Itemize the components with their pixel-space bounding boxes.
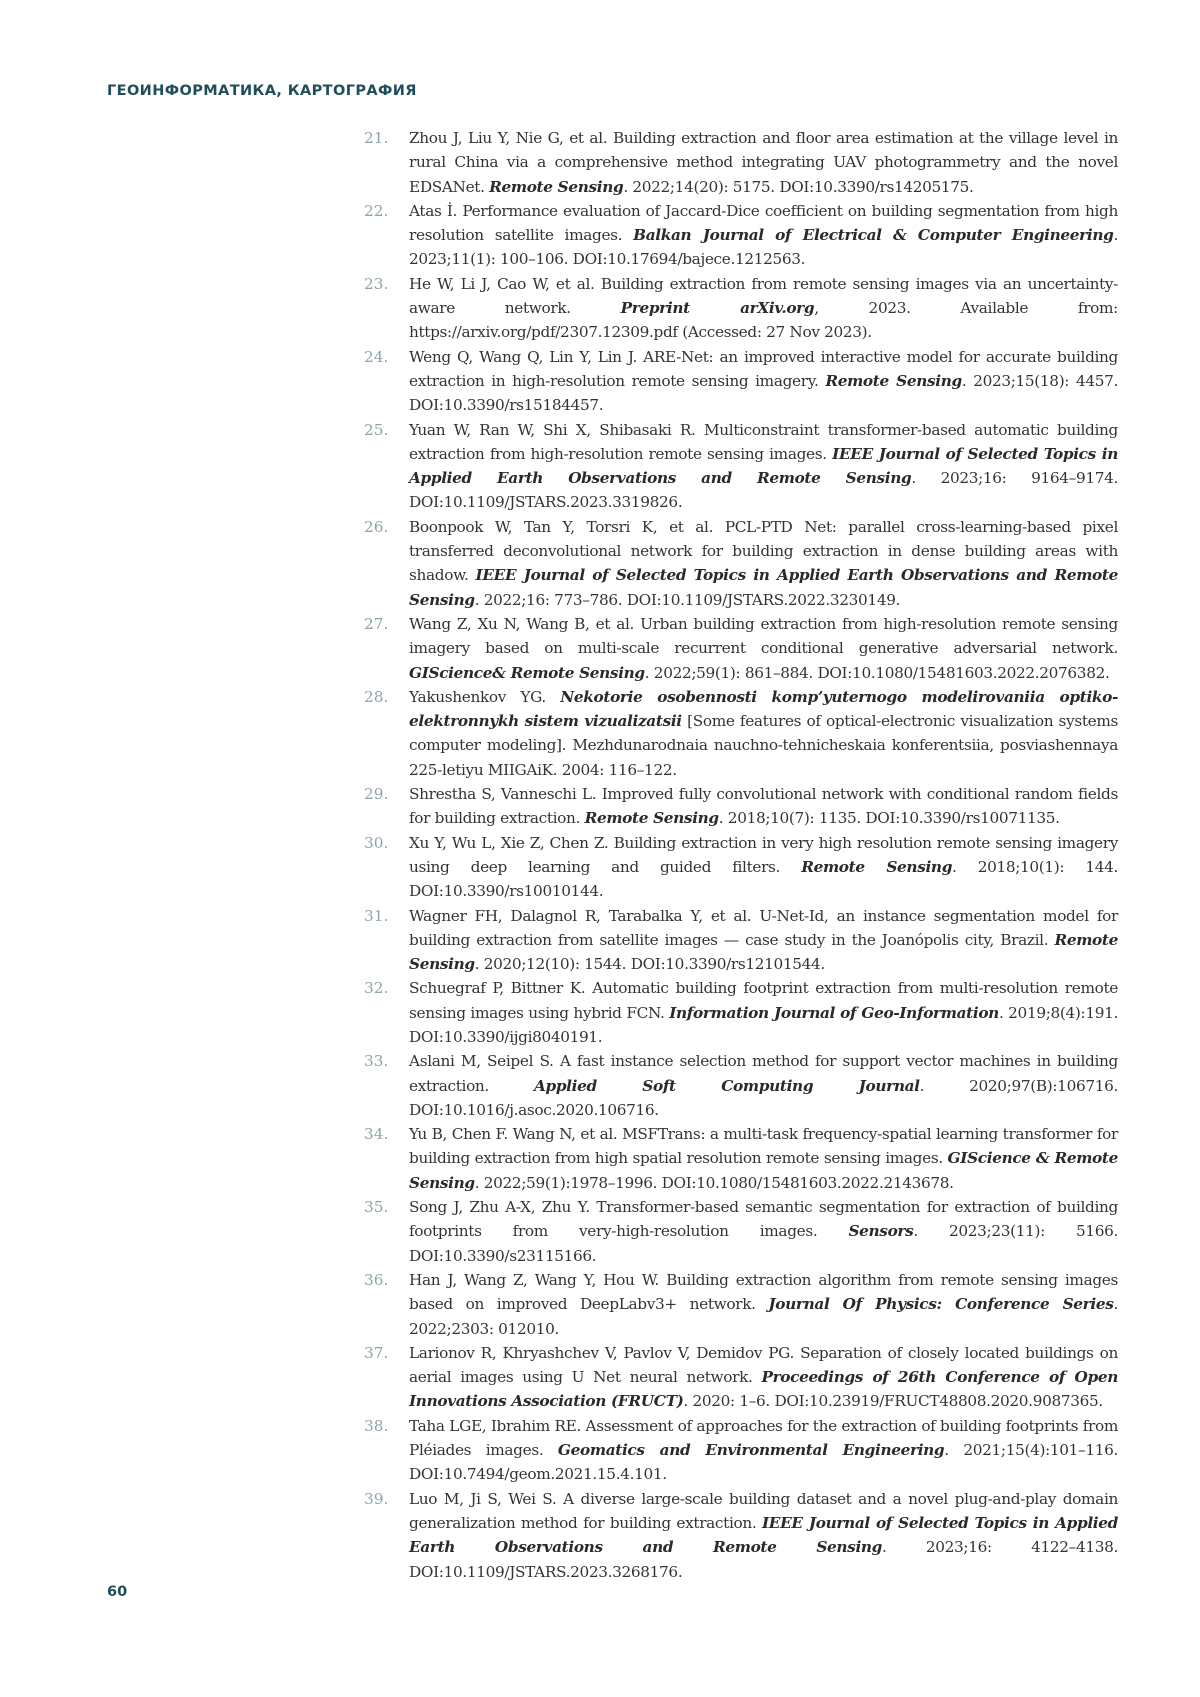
reference-details: . 2020;12(10): 1544. DOI:10.3390/rs12101544. (474, 955, 825, 974)
reference-item (360, 1414, 1118, 1487)
reference-item (360, 1341, 1118, 1414)
reference-list (360, 126, 1118, 1584)
reference-number: 29. (364, 785, 389, 804)
reference-journal: Proceedings of 26th Conference of Open Innovations Association (FRUCT) (409, 1368, 1118, 1411)
reference-journal: Remote Sensing (801, 857, 953, 876)
reference-journal: Balkan Journal of Electrical & Computer Engineering (633, 226, 1114, 245)
reference-authors-title: Han J, Wang Z, Wang Y, Hou W. Building extraction algorithm from remote sensing images based on improved DeepLabv3+ network. (409, 1270, 1118, 1314)
reference-authors-title: Luo M, Ji S, Wei S. A diverse large-scale building dataset and a novel plug-and-play domain generalization method for building extraction. (409, 1489, 1118, 1532)
reference-number: 23. (364, 274, 389, 293)
page-number: 60 (107, 1584, 128, 1600)
reference-item (360, 126, 1118, 199)
reference-journal: Remote Sensing (409, 930, 1118, 974)
reference-authors-title: Larionov R, Khryashchev V, Pavlov V, Demidov PG. Separation of closely located buildings on aerial images using U Net neural network. (409, 1343, 1118, 1387)
reference-item (360, 418, 1118, 515)
reference-details: . 2023;11(1): 100–106. DOI:10.17694/bajece.1212563. (409, 226, 1118, 269)
reference-number: 24. (364, 347, 389, 366)
reference-authors-title: Wang Z, Xu N, Wang B, et al. Urban building extraction from high-resolution remote sensing imagery based on multi-scale recurrent conditional generative adversarial network. (409, 614, 1118, 658)
reference-details: . 2023;16: 4122–4138. DOI:10.1109/JSTARS.2023.3268176. (409, 1538, 1118, 1581)
reference-number: 35. (364, 1198, 389, 1217)
reference-item (360, 904, 1118, 977)
reference-number: 34. (364, 1125, 389, 1144)
reference-item (360, 1487, 1118, 1584)
reference-journal: Remote Sensing (584, 809, 719, 828)
reference-authors-title: Boonpook W, Tan Y, Torsri K, et al. PCL-PTD Net: parallel cross-learning-based pixel transferred deconvolutional network for building extraction in dense building areas with shadow. (409, 517, 1118, 585)
reference-details: . 2022;2303: 012010. (409, 1295, 1118, 1338)
reference-item (360, 685, 1118, 782)
reference-details: . 2023;23(11): 5166. DOI:10.3390/s23115166. (409, 1222, 1119, 1265)
reference-number: 39. (364, 1489, 389, 1508)
reference-journal: IEEE Journal of Selected Topics in Applied Earth Observations and Remote Sensing (409, 1513, 1118, 1557)
reference-item (360, 1195, 1118, 1268)
reference-item (360, 272, 1118, 345)
reference-journal: Nekotorie osobennosti komp’yuternogo modelirovaniia optiko-elektronnykh sistem vizualizatsii (409, 687, 1119, 731)
reference-details: . 2018;10(1): 144. DOI:10.3390/rs10010144. (409, 857, 1119, 901)
reference-journal: GIScience& Remote Sensing (409, 663, 645, 682)
reference-journal: Remote Sensing (825, 371, 962, 390)
reference-number: 26. (364, 517, 389, 536)
reference-details: . 2019;8(4):191. DOI:10.3390/ijgi8040191. (409, 1003, 1118, 1046)
reference-journal: Remote Sensing (489, 177, 624, 196)
reference-details: , 2023. Available from: https://arxiv.org/pdf/2307.12309.pdf (Accessed: 27 Nov 2023). (409, 299, 1118, 342)
reference-authors-title: Zhou J, Liu Y, Nie G, et al. Building extraction and floor area estimation at the village level in rural China via a comprehensive method integrating UAV photogrammetry and the novel EDSANet. (409, 129, 1118, 196)
reference-authors-title: Yuan W, Ran W, Shi X, Shibasaki R. Multiconstraint transformer-based automatic building extraction from high-resolution remote sensing images. (409, 420, 1118, 463)
reference-journal: Sensors (848, 1222, 914, 1241)
reference-item (360, 199, 1118, 272)
reference-authors-title: Yakushenkov YG. (409, 687, 561, 706)
reference-number: 36. (364, 1270, 389, 1289)
reference-item (360, 1268, 1118, 1341)
reference-authors-title: Atas İ. Performance evaluation of Jaccard-Dice coefficient on building segmentation from high resolution satellite images. (409, 201, 1118, 245)
reference-journal: Applied Soft Computing Journal (533, 1076, 920, 1095)
reference-journal: Information Journal of Geo-Information (669, 1003, 999, 1022)
reference-authors-title: Schuegraf P, Bittner K. Automatic building footprint extraction from multi-resolution remote sensing images using hybrid FCN. (409, 979, 1118, 1022)
reference-number: 21. (364, 129, 389, 147)
reference-authors-title: Weng Q, Wang Q, Lin Y, Lin J. ARE-Net: an improved interactive model for accurate building extraction in high-resolution remote sensing imagery. (409, 347, 1118, 390)
reference-journal: GIScience & Remote Sensing (409, 1149, 1118, 1192)
reference-journal: Journal Of Physics: Conference Series (768, 1295, 1114, 1314)
reference-number: 30. (364, 833, 389, 852)
reference-details: . 2023;16: 9164–9174. DOI:10.1109/JSTARS.2023.3319826. (409, 469, 1119, 512)
reference-item (360, 976, 1118, 1049)
reference-number: 25. (364, 420, 389, 439)
reference-number: 33. (364, 1052, 389, 1071)
reference-details: . 2021;15(4):101–116. DOI:10.7494/geom.2021.15.4.101. (409, 1441, 1118, 1484)
reference-details: . 2018;10(7): 1135. DOI:10.3390/rs10071135. (718, 809, 1060, 828)
reference-details: . 2022;16: 773–786. DOI:10.1109/JSTARS.2022.3230149. (474, 590, 901, 609)
reference-item (360, 515, 1118, 612)
reference-number: 31. (364, 906, 389, 925)
reference-details: . 2022;59(1): 861–884. DOI:10.1080/15481603.2022.2076382. (644, 663, 1110, 682)
reference-details: . 2022;59(1):1978–1996. DOI:10.1080/15481603.2022.2143678. (474, 1173, 954, 1192)
reference-journal: IEEE Journal of Selected Topics in Applied Earth Observations and Remote Sensing (409, 444, 1118, 488)
reference-details: . 2020;97(B):106716. DOI:10.1016/j.asoc.2020.106716. (409, 1076, 1118, 1119)
reference-item (360, 612, 1118, 685)
reference-details: . 2022;14(20): 5175. DOI:10.3390/rs14205175. (623, 177, 974, 196)
running-header: ГЕОИНФОРМАТИКА, КАРТОГРАФИЯ (107, 83, 417, 99)
reference-authors-title: Shrestha S, Vanneschi L. Improved fully convolutional network with conditional random fields for building extraction. (409, 785, 1118, 828)
reference-authors-title: Xu Y, Wu L, Xie Z, Chen Z. Building extraction in very high resolution remote sensing imagery using deep learning and guided filters. (409, 833, 1118, 876)
reference-number: 38. (364, 1416, 389, 1435)
reference-journal: IEEE Journal of Selected Topics in Applied Earth Observations and Remote Sensing (409, 566, 1118, 609)
reference-authors-title: He W, Li J, Cao W, et al. Building extraction from remote sensing images via an uncertainty-aware network. (409, 274, 1118, 318)
reference-number: 22. (364, 201, 389, 220)
reference-authors-title: Yu B, Chen F. Wang N, et al. MSFTrans: a multi-task frequency-spatial learning transformer for building extraction from high spatial resolution remote sensing images. (409, 1125, 1118, 1168)
reference-item (360, 782, 1118, 831)
reference-authors-title: Song J, Zhu A-X, Zhu Y. Transformer-based semantic segmentation for extraction of building footprints from very-high-resolution images. (409, 1198, 1118, 1241)
reference-details: . 2023;15(18): 4457. DOI:10.3390/rs15184457. (409, 371, 1119, 415)
reference-number: 28. (364, 687, 389, 706)
reference-item (360, 1122, 1118, 1195)
reference-number: 37. (364, 1343, 389, 1362)
reference-authors-title: Taha LGE, Ibrahim RE. Assessment of approaches for the extraction of building footprints from Pléiades images. (409, 1416, 1118, 1460)
reference-authors-title: Aslani M, Seipel S. A fast instance selection method for support vector machines in building extraction. (409, 1052, 1118, 1095)
reference-details: [Some features of optical-electronic visualization systems computer modeling]. Mezhdunarodnaia nauchno-tehnicheskaia konferentsiia, posviashennaya 225-letiyu MIIGAiK. 2004: 116–122. (409, 712, 1118, 779)
reference-number: 32. (364, 979, 389, 998)
reference-journal: Geomatics and Environmental Engineering (557, 1441, 945, 1460)
reference-item (360, 831, 1118, 904)
reference-journal: Preprint arXiv.org (620, 299, 815, 318)
reference-details: . 2020: 1–6. DOI:10.23919/FRUCT48808.2020.9087365. (683, 1392, 1103, 1411)
reference-item (360, 1049, 1118, 1122)
reference-item (360, 345, 1118, 418)
reference-number: 27. (364, 614, 389, 633)
reference-authors-title: Wagner FH, Dalagnol R, Tarabalka Y, et al. U-Net-Id, an instance segmentation model for building extraction from satellite images — case study in the Joanópolis city, Brazil. (409, 906, 1118, 949)
